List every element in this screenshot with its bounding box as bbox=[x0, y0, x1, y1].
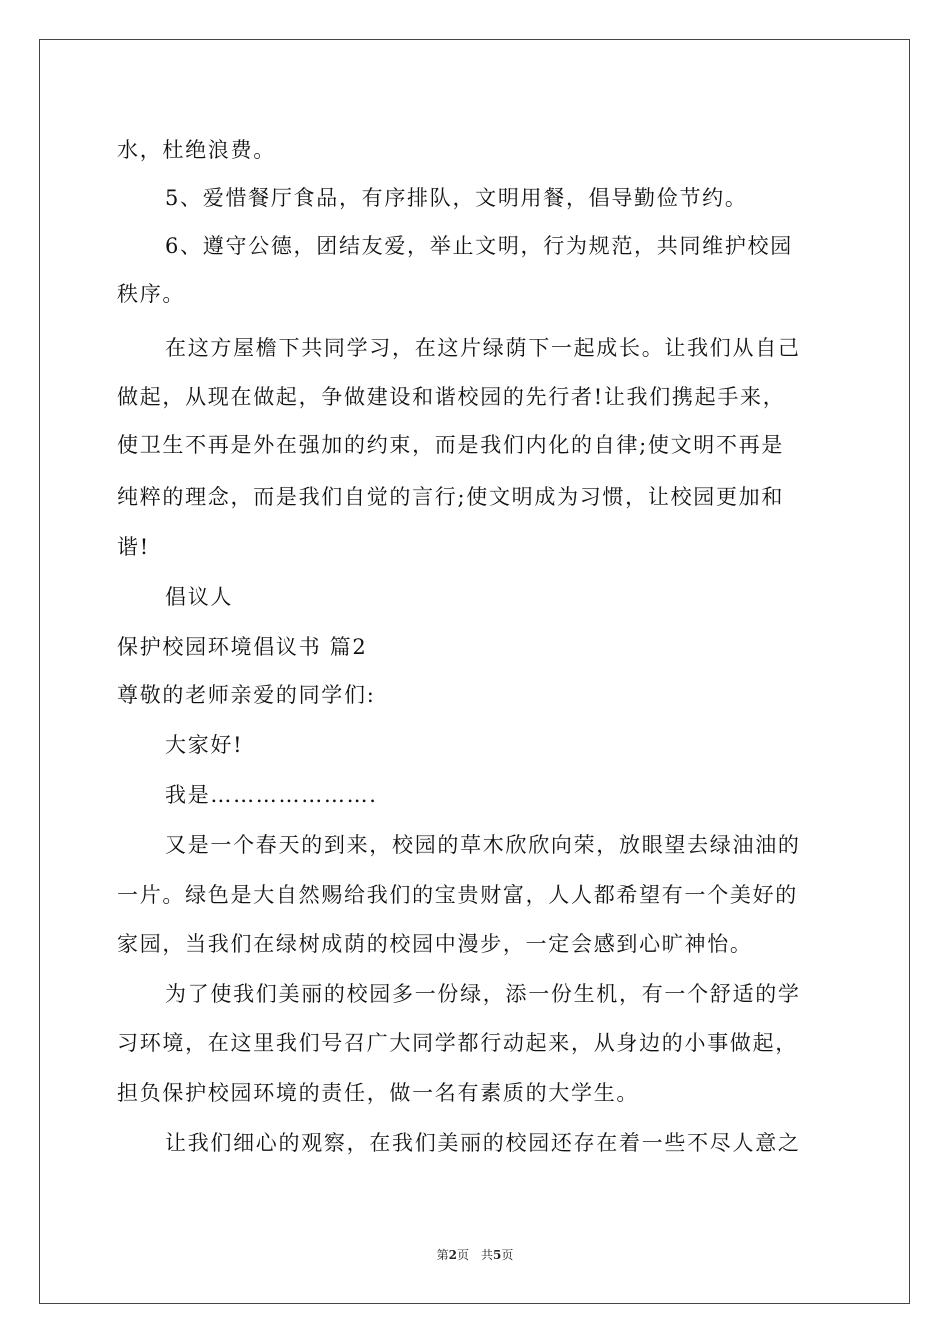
text-line: 我是…………………. bbox=[165, 783, 378, 807]
text-line: 纯粹的理念，而是我们自觉的言行;使文明成为习惯，让校园更加和 bbox=[117, 485, 785, 509]
page-footer bbox=[0, 1246, 950, 1263]
greeting: 大家好! bbox=[165, 733, 244, 757]
salutation: 尊敬的老师亲爱的同学们: bbox=[117, 683, 376, 707]
section-heading: 保护校园环境倡议书 篇2 bbox=[117, 635, 368, 659]
page-total: 5 bbox=[493, 1248, 502, 1262]
text-line: 5、爱惜餐厅食品，有序排队，文明用餐，倡导勤俭节约。 bbox=[165, 186, 748, 210]
signature-label: 倡议人 bbox=[165, 585, 234, 609]
text-line: 做起，从现在做起，争做建设和谐校园的先行者!让我们携起手来， bbox=[117, 385, 786, 409]
text-line: 家园，当我们在绿树成荫的校园中漫步，一定会感到心旷神怡。 bbox=[117, 932, 753, 956]
text-line: 一片。绿色是大自然赐给我们的宝贵财富，人人都希望有一个美好的 bbox=[117, 883, 798, 907]
text-line: 使卫生不再是外在强加的约束，而是我们内化的自律;使文明不再是 bbox=[117, 433, 785, 457]
text-line: 6、遵守公德，团结友爱，举止文明，行为规范，共同维护校园 bbox=[165, 234, 793, 258]
text-line: 为了使我们美丽的校园多一份绿，添一份生机，有一个舒适的学 bbox=[165, 982, 801, 1006]
text-line: 谐! bbox=[117, 535, 150, 559]
text-line: 让我们细心的观察，在我们美丽的校园还存在着一些不尽人意之 bbox=[165, 1131, 801, 1155]
text-line: 又是一个春天的到来，校园的草木欣欣向荣，放眼望去绿油油的 bbox=[165, 833, 801, 857]
page-mid: 页 共 bbox=[456, 1248, 493, 1262]
text-line: 在这方屋檐下共同学习，在这片绿荫下一起成长。让我们从自己 bbox=[165, 336, 801, 360]
page-prefix: 第 bbox=[436, 1248, 449, 1262]
page-border bbox=[39, 39, 910, 1304]
page-current: 2 bbox=[448, 1248, 457, 1262]
text-line: 秩序。 bbox=[117, 282, 186, 306]
text-line: 习环境，在这里我们号召广大同学都行动起来，从身边的小事做起， bbox=[117, 1031, 798, 1055]
text-line: 水，杜绝浪费。 bbox=[117, 138, 276, 162]
text-line: 担负保护校园环境的责任，做一名有素质的大学生。 bbox=[117, 1081, 640, 1105]
page-suffix: 页 bbox=[501, 1248, 514, 1262]
